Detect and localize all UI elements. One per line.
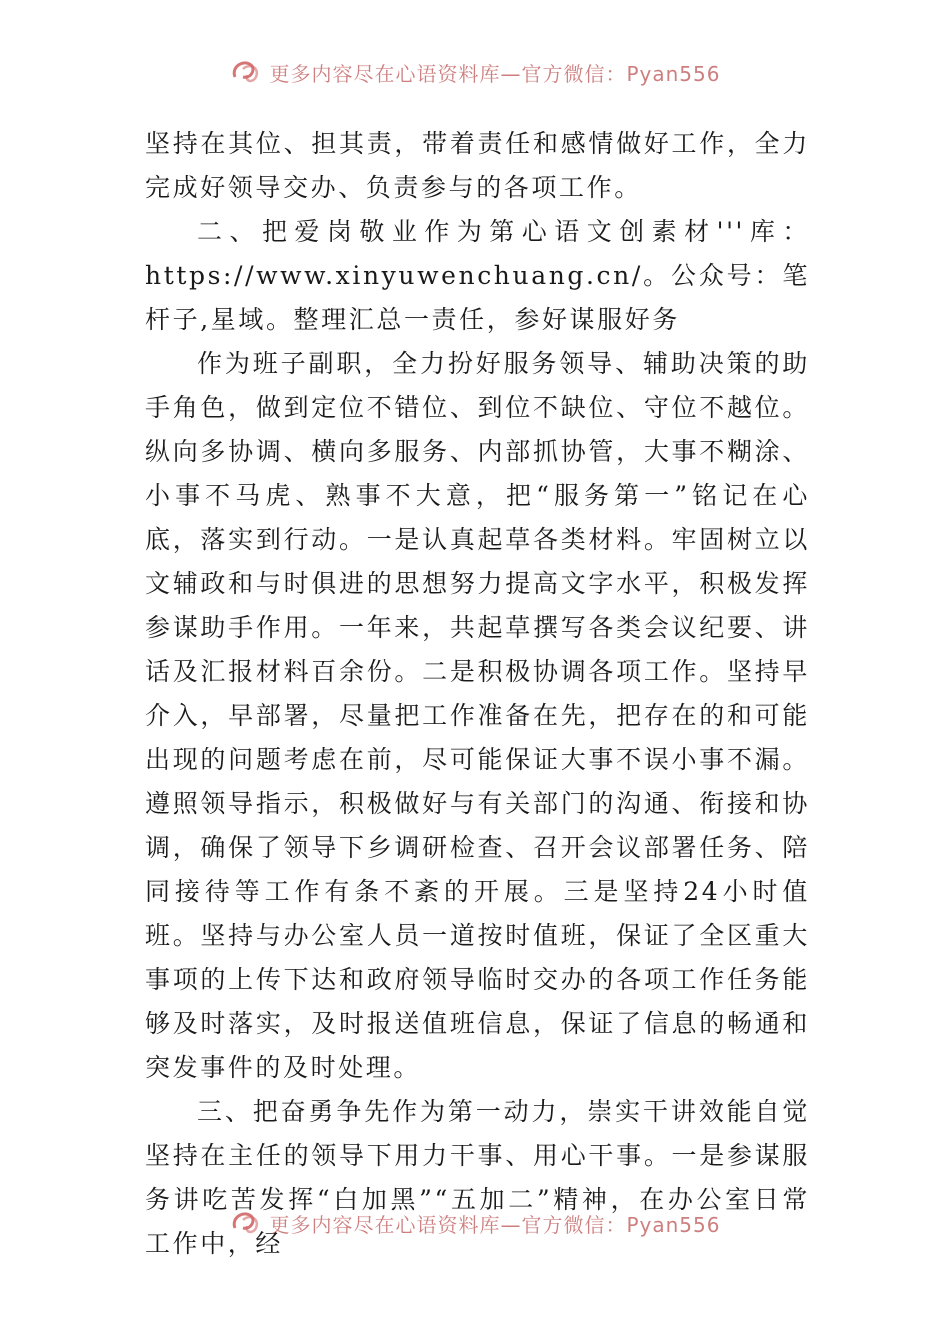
document-body: [145, 122, 810, 1266]
header-watermark: [0, 52, 950, 88]
watermark-text: 更多内容尽在心语资料库—官方微信：Pyan556: [269, 1212, 721, 1237]
watermark-text: 更多内容尽在心语资料库—官方微信：Pyan556: [269, 61, 721, 86]
paragraph: 作为班子副职，全力扮好服务领导、辅助决策的助手角色，做到定位不错位、到位不缺位、守位不越位。纵向多协调、横向多服务、内部抓协管，大事不糊涂、小事不马虎、熟事不大意，把“服务第一”铭记在心底，落实到行动。一是认真起草各类材料。牢固树立以文辅政和与时俱进的思想努力提高文字水平，积极发挥参谋助手作用。一年来，共起草撰写各类会议纪要、讲话及汇报材料百余份。二是积极协调各项工作。坚持早介入，早部署，尽量把工作准备在先，把存在的和可能出现的问题考虑在前，尽可能保证大事不误小事不漏。遵照领导指示，积极做好与有关部门的沟通、衔接和协调，确保了领导下乡调研检查、召开会议部署任务、陪同接待等工作有条不紊的开展。三是坚持24小时值班。坚持与办公室人员一道按时值班，保证了全区重大事项的上传下达和政府领导临时交办的各项工作任务能够及时落实，及时报送值班信息，保证了信息的畅通和突发事件的及时处理。: [145, 349, 810, 1082]
footer-watermark: [0, 1203, 950, 1239]
watermark-logo-icon: [229, 55, 263, 85]
paragraph-heading-2: 二、把爱岗敬业作为第心语文创素材'''库：https://www.xinyuwenchuang.cn/。公众号：笔杆子,星域。整理汇总一责任，参好谋服好务: [145, 217, 810, 334]
paragraph-heading-3: 三、把奋勇争先作为第一动力，崇实干讲效能自觉坚持在主任的领导下用力干事、用心干事。一是参谋服务讲吃苦发挥“白加黑”“五加二”精神，在办公室日常工作中，经: [145, 1097, 810, 1258]
watermark-logo-icon: [229, 1206, 263, 1236]
paragraph: 坚持在其位、担其责，带着责任和感情做好工作，全力完成好领导交办、负责参与的各项工作。: [145, 129, 810, 202]
